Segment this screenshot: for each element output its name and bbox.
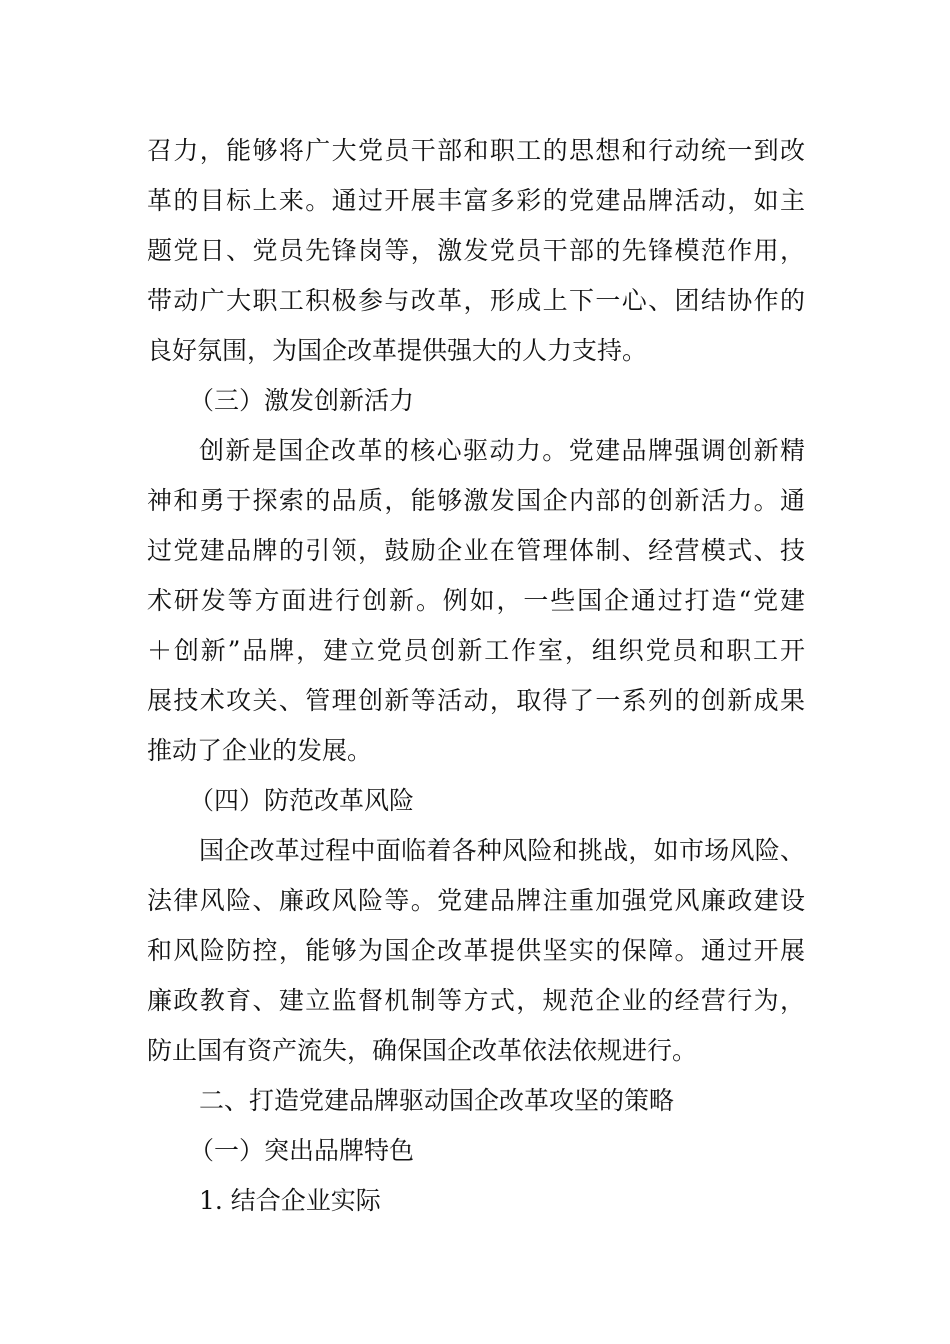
text-line: 革的目标上来。通过开展丰富多彩的党建品牌活动，如主 (147, 186, 805, 215)
text-line: 神和勇于探索的品质，能够激发国企内部的创新活力。通 (147, 486, 805, 515)
text-line: 防止国有资产流失，确保国企改革依法依规进行。 (147, 1036, 698, 1065)
text-line: 1. 结合企业实际 (199, 1186, 381, 1215)
text-line: 创新是国企改革的核心驱动力。党建品牌强调创新精 (199, 436, 805, 465)
text-line: 展技术攻关、管理创新等活动，取得了一系列的创新成果 (147, 686, 805, 715)
text-line: 廉政教育、建立监督机制等方式，规范企业的经营行为， (147, 986, 805, 1015)
text-line: 推动了企业的发展。 (147, 736, 373, 765)
section-heading: （四）防范改革风险 (189, 786, 415, 815)
text-line: 题党日、党员先锋岗等，激发党员干部的先锋模范作用， (147, 236, 805, 265)
text-line: 良好氛围，为国企改革提供强大的人力支持。 (147, 336, 648, 365)
text-line: 法律风险、廉政风险等。党建品牌注重加强党风廉政建设 (147, 886, 805, 915)
text-line: ＋创新”品牌，建立党员创新工作室，组织党员和职工开 (147, 636, 805, 665)
section-heading: （一）突出品牌特色 (189, 1136, 415, 1165)
text-line: 国企改革过程中面临着各种风险和挑战，如市场风险、 (199, 836, 805, 865)
text-line: 和风险防控，能够为国企改革提供坚实的保障。通过开展 (147, 936, 805, 965)
text-line: 召力，能够将广大党员干部和职工的思想和行动统一到改 (147, 136, 805, 165)
text-line: 带动广大职工积极参与改革，形成上下一心、团结协作的 (147, 286, 805, 315)
text-line: 过党建品牌的引领，鼓励企业在管理体制、经营模式、技 (147, 536, 805, 565)
text-line: 二、打造党建品牌驱动国企改革攻坚的策略 (199, 1086, 675, 1115)
document-page (147, 126, 805, 1226)
section-heading: （三）激发创新活力 (189, 386, 415, 415)
text-line: 术研发等方面进行创新。例如，一些国企通过打造“党建 (147, 586, 805, 615)
